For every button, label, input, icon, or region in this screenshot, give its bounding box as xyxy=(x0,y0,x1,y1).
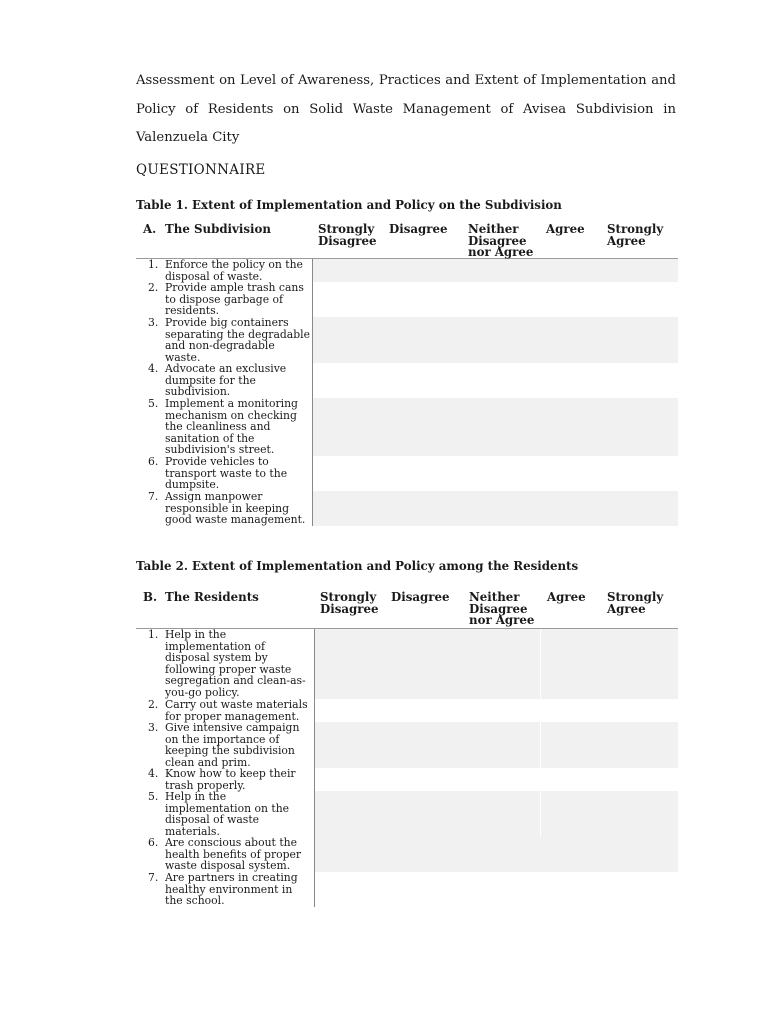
table2-row xyxy=(136,722,678,768)
item-text: Help in the implementation of disposal system by following proper waste segregation and clean-as-you-go policy. xyxy=(165,628,306,699)
rating-cells[interactable] xyxy=(314,768,678,791)
table2-col-disagree: Disagree xyxy=(391,590,450,604)
table2-section-title: The Residents xyxy=(165,590,259,604)
item-number: 4. xyxy=(148,362,159,375)
table1-col-disagree: Disagree xyxy=(389,222,448,236)
item-number: 2. xyxy=(148,698,159,711)
table1-col-agree: Agree xyxy=(546,222,585,236)
item-text: Help in the implementation on the disposal of waste materials. xyxy=(165,790,290,838)
table1-col-strongly-agree: Strongly Agree xyxy=(607,222,664,248)
rating-cells[interactable] xyxy=(312,317,678,363)
item-number: 1. xyxy=(148,628,159,641)
item-text: Give intensive campaign on the importance of keeping the subdivision clean and prim. xyxy=(165,721,300,769)
rating-cells[interactable] xyxy=(312,259,678,282)
rating-cells[interactable] xyxy=(312,456,678,491)
table1-header xyxy=(136,224,678,258)
item-number: 1. xyxy=(148,258,159,271)
item-number: 3. xyxy=(148,316,159,329)
rating-cells[interactable] xyxy=(314,699,678,722)
questionnaire-heading: QUESTIONNAIRE xyxy=(136,162,266,178)
item-text: Are conscious about the health benefits of proper waste disposal system. xyxy=(165,836,302,872)
item-text: Are partners in creating healthy environment in the school. xyxy=(165,871,298,907)
table2-col-strongly-agree: Strongly Agree xyxy=(607,590,664,616)
table2-col-agree: Agree xyxy=(547,590,586,604)
table1-row xyxy=(136,456,678,491)
table1-caption: Table 1. Extent of Implementation and Policy on the Subdivision xyxy=(136,198,562,212)
table2-row xyxy=(136,768,678,791)
item-number: 7. xyxy=(148,490,159,503)
table2-row xyxy=(136,791,678,837)
item-text: Know how to keep their trash properly. xyxy=(165,767,296,792)
item-text: Implement a monitoring mechanism on checking the cleanliness and sanitation of the subdivision's street. xyxy=(165,397,298,456)
table2-row xyxy=(136,837,678,872)
item-text: Carry out waste materials for proper management. xyxy=(165,698,308,723)
item-number: 7. xyxy=(148,871,159,884)
table2-rows xyxy=(136,629,678,907)
item-text: Assign manpower responsible in keeping good waste management. xyxy=(165,490,306,526)
item-text: Provide vehicles to transport waste to the dumpsite. xyxy=(165,455,288,491)
table1-section-letter: A. xyxy=(143,222,157,236)
rating-cells[interactable] xyxy=(312,363,678,398)
table2-row xyxy=(136,629,678,699)
table1-col-neither: Neither Disagree nor Agree xyxy=(468,222,534,259)
document-title: Assessment on Level of Awareness, Practices and Extent of Implementation and Policy of Residents on Solid Waste Management of Avisea Subdivision in Valenzuela City xyxy=(136,73,676,145)
rating-cells[interactable] xyxy=(314,629,678,699)
table1-row xyxy=(136,317,678,363)
table2-col-neither: Neither Disagree nor Agree xyxy=(469,590,535,627)
rating-cells[interactable] xyxy=(312,398,678,456)
table2 xyxy=(136,592,678,907)
rating-cells[interactable] xyxy=(314,837,678,872)
item-number: 5. xyxy=(148,397,159,410)
table1 xyxy=(136,224,678,526)
item-number: 3. xyxy=(148,721,159,734)
rating-cells[interactable] xyxy=(314,872,678,907)
rating-cells[interactable] xyxy=(314,722,678,768)
table1-row xyxy=(136,259,678,282)
table2-header xyxy=(136,592,678,626)
table2-caption: Table 2. Extent of Implementation and Policy among the Residents xyxy=(136,559,579,573)
item-number: 2. xyxy=(148,281,159,294)
item-text: Enforce the policy on the disposal of waste. xyxy=(165,258,303,283)
rating-cells[interactable] xyxy=(312,491,678,526)
item-number: 6. xyxy=(148,455,159,468)
rating-cells[interactable] xyxy=(312,282,678,317)
rating-cells[interactable] xyxy=(314,791,678,837)
table1-row xyxy=(136,491,678,526)
table1-col-strongly-disagree: Strongly Disagree xyxy=(318,222,377,248)
table1-row xyxy=(136,398,678,456)
item-number: 6. xyxy=(148,836,159,849)
item-text: Provide big containers separating the degradable and non-degradable waste. xyxy=(165,316,310,364)
table1-row xyxy=(136,363,678,398)
table2-row xyxy=(136,699,678,722)
table1-section-title: The Subdivision xyxy=(165,222,271,236)
item-number: 4. xyxy=(148,767,159,780)
table1-rows xyxy=(136,259,678,526)
table1-row xyxy=(136,282,678,317)
table2-section-letter: B. xyxy=(143,590,158,604)
item-text: Advocate an exclusive dumpsite for the subdivision. xyxy=(165,362,287,398)
table2-row xyxy=(136,872,678,907)
table2-col-strongly-disagree: Strongly Disagree xyxy=(320,590,379,616)
item-number: 5. xyxy=(148,790,159,803)
item-text: Provide ample trash cans to dispose garbage of residents. xyxy=(165,281,304,317)
